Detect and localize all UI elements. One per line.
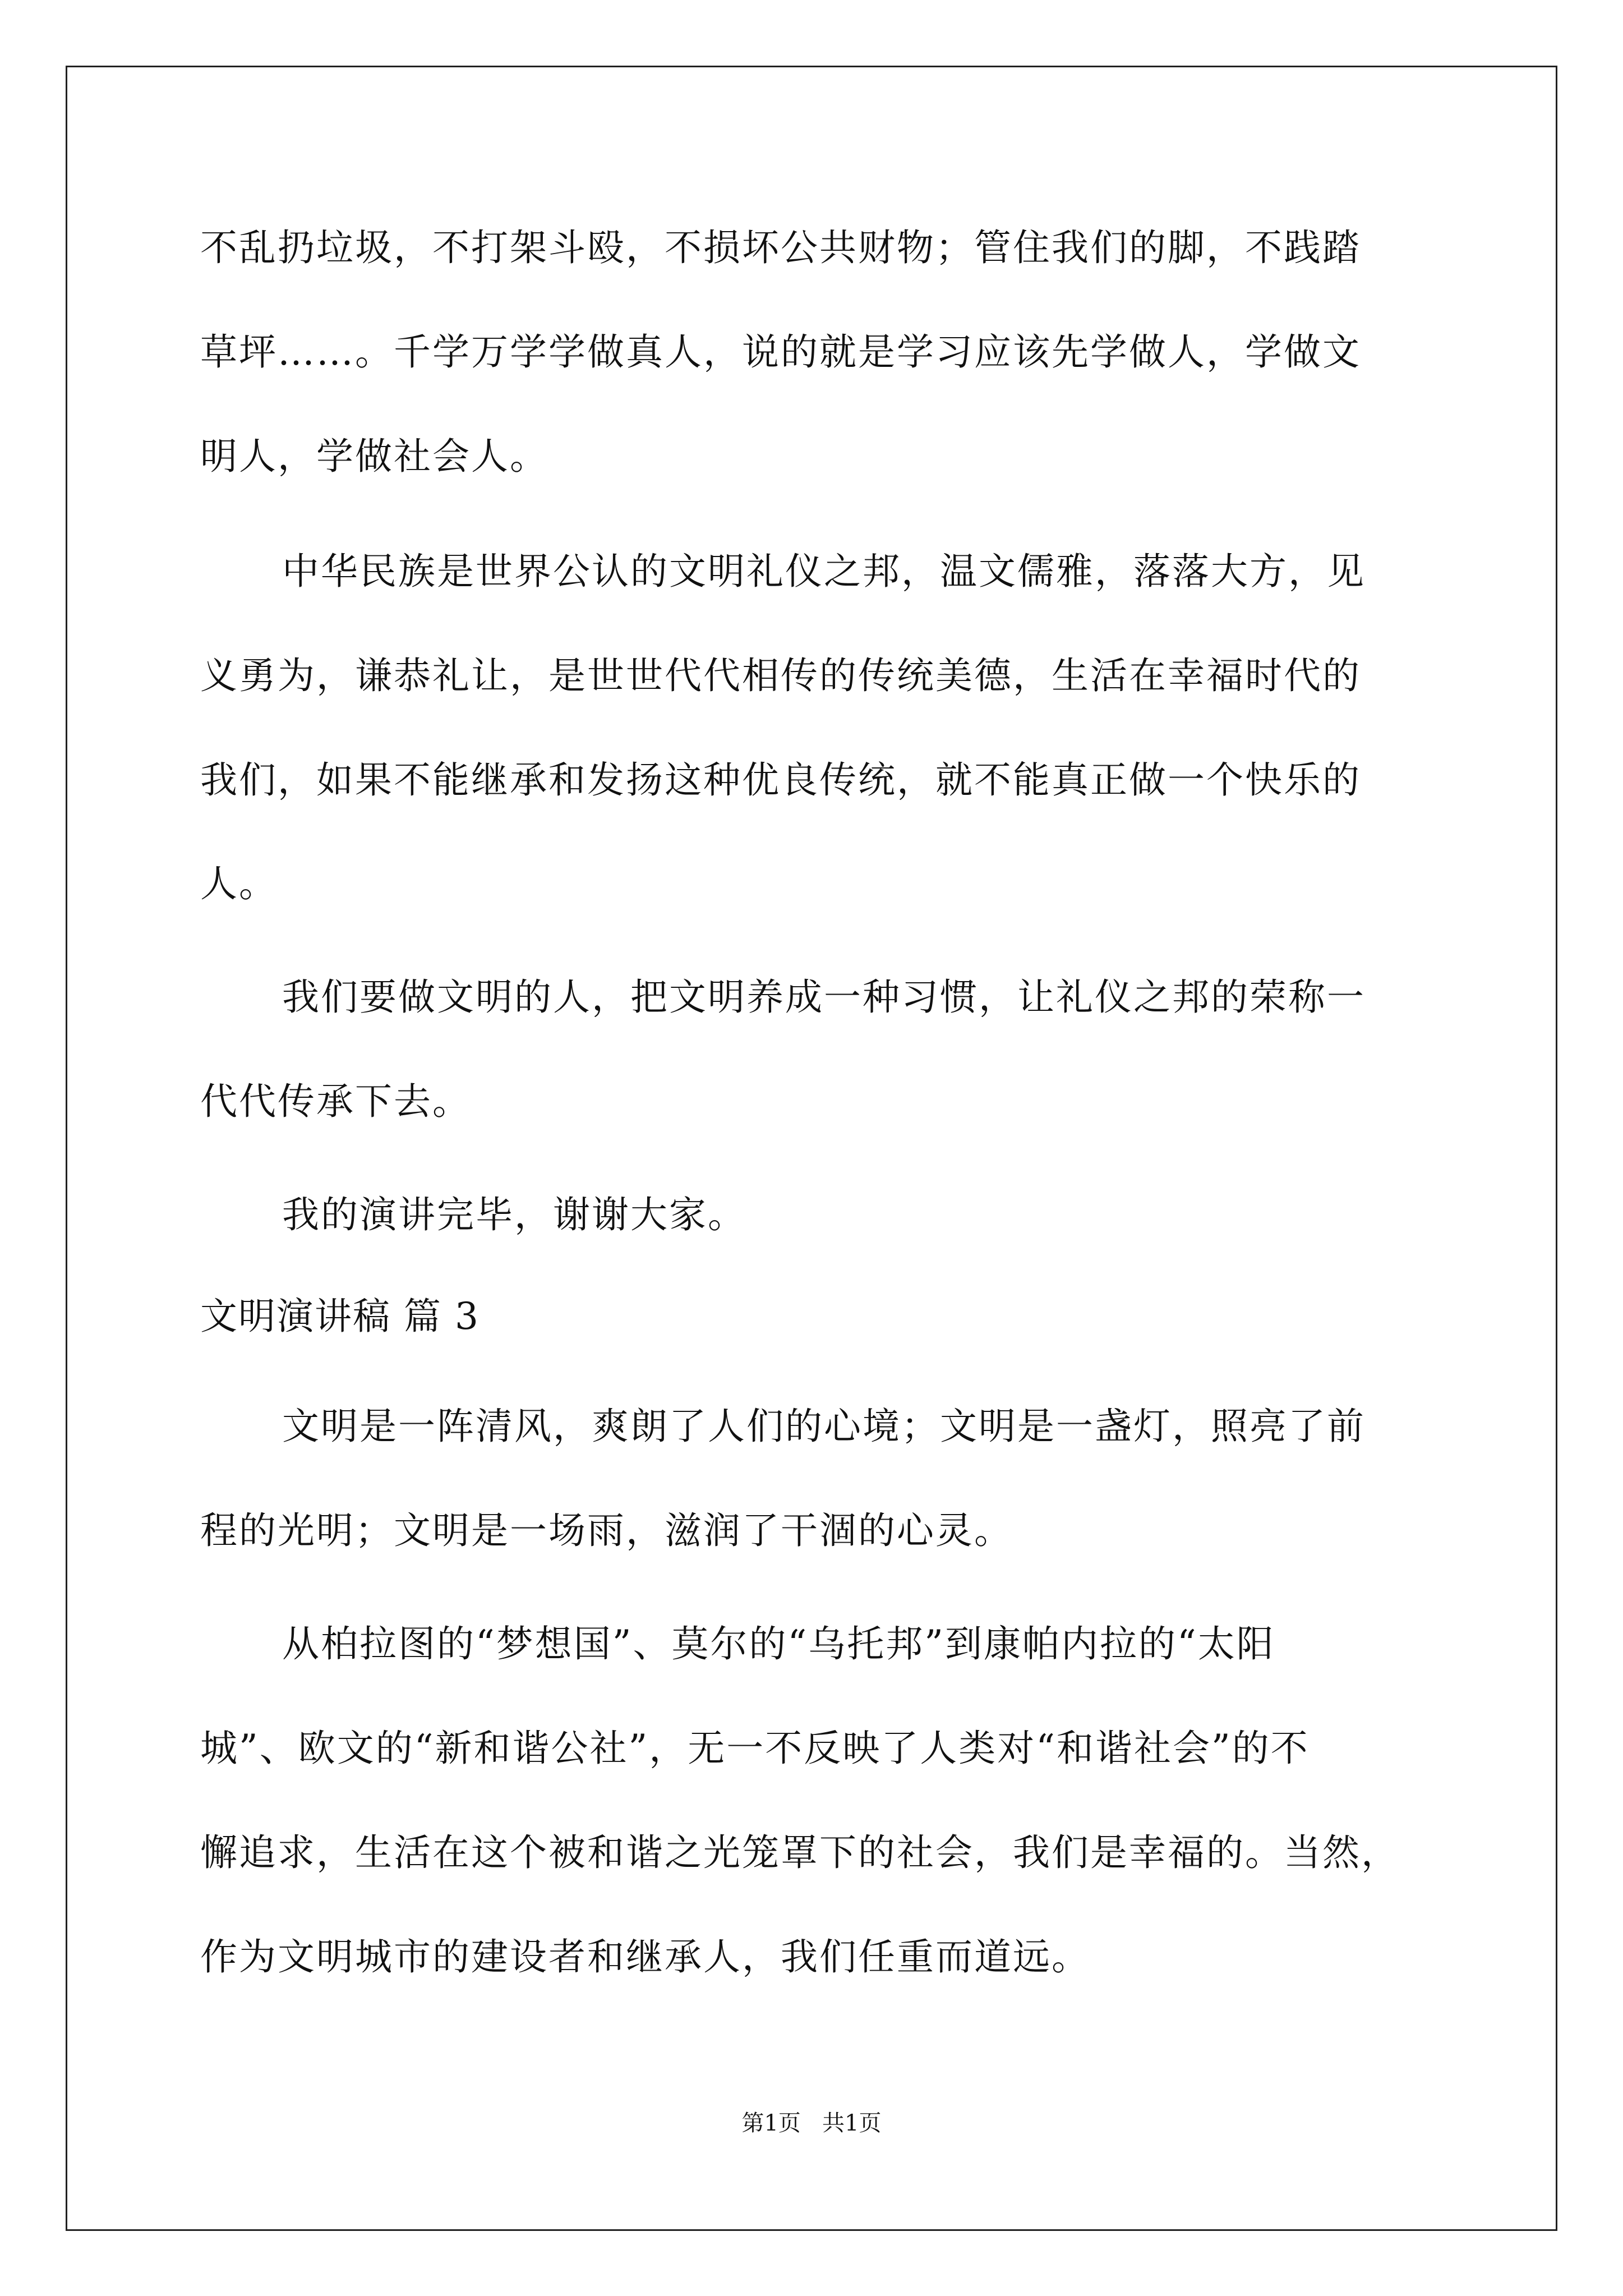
paragraph-line: 人。 <box>200 862 278 905</box>
paragraph-line: 城”、欧文的“新和谐公社”，无一不反映了人类对“和谐社会”的不 <box>200 1727 1310 1770</box>
paragraph-line: 义勇为，谦恭礼让，是世世代代相传的传统美德，生活在幸福时代的 <box>200 654 1361 697</box>
paragraph-line: 我的演讲完毕，谢谢大家。 <box>282 1193 746 1236</box>
paragraph-line: 我们要做文明的人，把文明养成一种习惯，让礼仪之邦的荣称一 <box>282 976 1366 1019</box>
paragraph-line: 文明是一阵清风，爽朗了人们的心境；文明是一盏灯，照亮了前 <box>282 1405 1366 1448</box>
paragraph-line: 程的光明；文明是一场雨，滋润了干涸的心灵。 <box>200 1509 1013 1552</box>
paragraph-line: 中华民族是世界公认的文明礼仪之邦，温文儒雅，落落大方，见 <box>282 550 1366 593</box>
page-footer: 第1页 共1页 <box>741 2110 882 2136</box>
paragraph-line: 作为文明城市的建设者和继承人，我们任重而道远。 <box>200 1935 1090 1978</box>
paragraph-line: 不乱扔垃圾，不打架斗殴，不损坏公共财物；管住我们的脚，不践踏 <box>200 226 1361 269</box>
paragraph-line: 我们，如果不能继承和发扬这种优良传统，就不能真正做一个快乐的 <box>200 758 1361 802</box>
page-border <box>66 66 1557 2231</box>
paragraph-line: 草坪……。千学万学学做真人，说的就是学习应该先学做人，学做文 <box>200 330 1361 374</box>
paragraph-line: 明人，学做社会人。 <box>200 435 548 478</box>
section-heading: 文明演讲稿 篇 3 <box>200 1295 479 1338</box>
paragraph-line: 懈追求，生活在这个被和谐之光笼罩下的社会，我们是幸福的。当然， <box>200 1831 1400 1874</box>
paragraph-line: 代代传承下去。 <box>200 1080 471 1123</box>
paragraph-line: 从柏拉图的“梦想国”、莫尔的“乌托邦”到康帕内拉的“太阳 <box>282 1622 1275 1665</box>
